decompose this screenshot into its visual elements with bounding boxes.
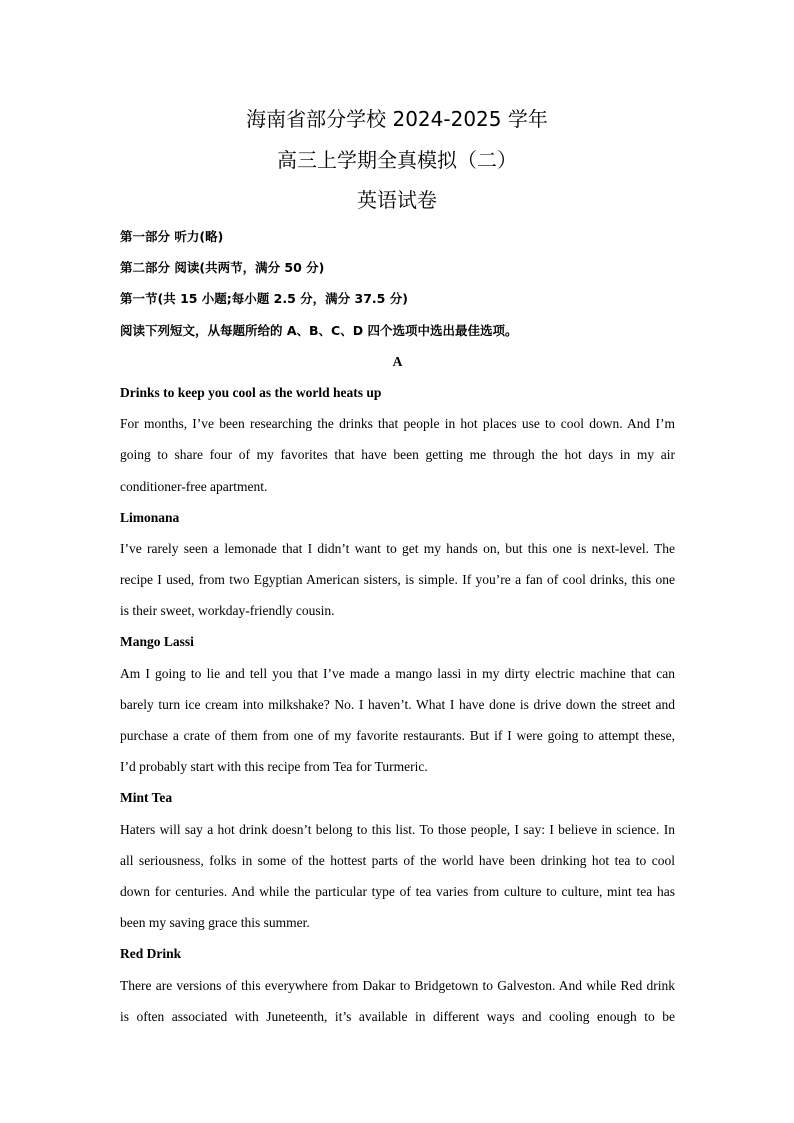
drink-text-line: Haters will say a hot drink doesn’t belong to this list. To those people, I say: I believe in science. In [120, 821, 675, 837]
drink-text-line: purchase a crate of them from one of my favorite restaurants. But if I were going to attempt these, [120, 728, 675, 743]
drink-text-line: I’d probably start with this recipe from Tea for Turmeric. [120, 759, 428, 775]
passage-title: Drinks to keep you cool as the world heats up [120, 384, 382, 400]
drink-text-line: been my saving grace this summer. [120, 915, 310, 931]
intro-line: conditioner-free apartment. [120, 478, 268, 494]
drink-text-line: barely turn ice cream into milkshake? No. I haven’t. What I have done is drive down the street and [120, 696, 675, 712]
drink-heading-red-drink: Red Drink [120, 946, 182, 962]
drink-text-line: There are versions of this everywhere from Dakar to Bridgetown to Galveston. And while Red drink [120, 977, 675, 993]
drink-heading-mint-tea: Mint Tea [120, 790, 173, 806]
drink-text-line: recipe I used, from two Egyptian American sisters, is simple. If you’re a fan of cool drinks, this one [120, 572, 675, 588]
drink-text-line: I’ve rarely seen a lemonade that I didn’t want to get my hands on, but this one is next-level. The [120, 540, 675, 556]
drink-text-line: all seriousness, folks in some of the hottest parts of the world have been drinking hot tea to cool [120, 852, 675, 868]
instruction-text: 阅读下列短文，从每题所给的 A、B、C、D 四个选项中选出最佳选项。 [120, 322, 518, 338]
drink-heading-limonana: Limonana [120, 509, 180, 525]
drink-text-line: Am I going to lie and tell you that I’ve made a mango lassi in my dirty electric machine that can [120, 665, 675, 681]
exam-title-subject: 英语试卷 [357, 188, 437, 212]
intro-line: going to share four of my favorites that have been getting me through the hot days in my air [120, 447, 675, 463]
drink-text-line: is their sweet, workday-friendly cousin. [120, 603, 335, 619]
section1-heading: 第一节(共 15 小题;每小题 2.5 分，满分 37.5 分) [120, 291, 408, 307]
drink-heading-mango-lassi: Mango Lassi [120, 634, 194, 650]
part2-heading: 第二部分 阅读(共两节，满分 50 分) [120, 260, 325, 276]
intro-line: For months, I’ve been researching the drinks that people in hot places use to cool down. And I’m [120, 416, 675, 432]
passage-label: A [392, 353, 403, 369]
exam-title-grade: 高三上学期全真模拟（二） [277, 148, 517, 172]
exam-title-school: 海南省部分学校 2024-2025 学年 [246, 107, 548, 131]
exam-content [120, 227, 675, 1038]
drink-text-line: down for centuries. And while the particular type of tea varies from culture to culture, mint tea has [120, 883, 675, 899]
drink-text-line: is often associated with Juneteenth, it’s available in different ways and cooling enough to be [120, 1008, 675, 1024]
part1-heading: 第一部分 听力(略) [120, 229, 224, 244]
